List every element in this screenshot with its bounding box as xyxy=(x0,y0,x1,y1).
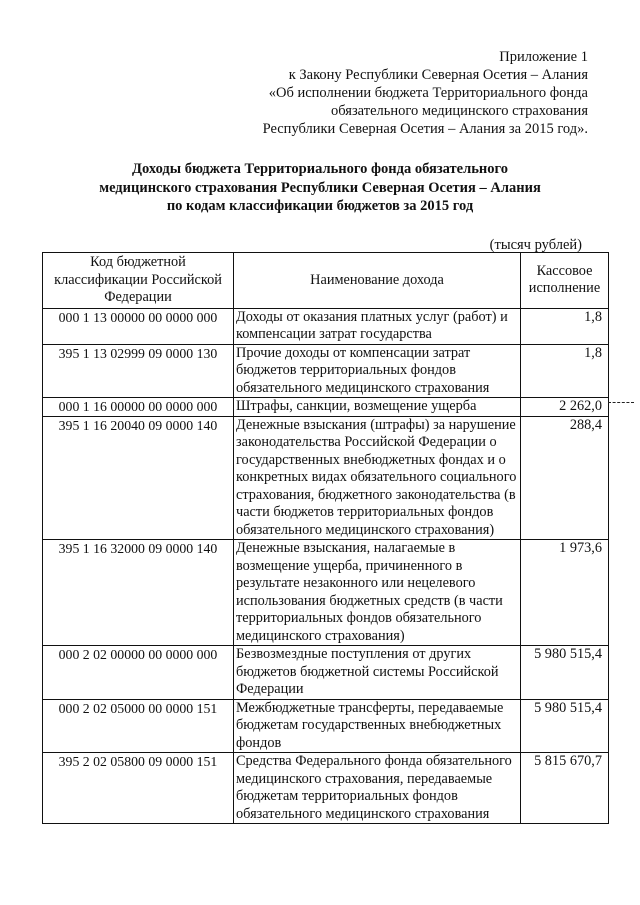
row-name: Штрафы, санкции, возмещение ущерба xyxy=(234,398,521,417)
revenue-table xyxy=(42,252,609,824)
title-line: медицинского страхования Республики Северная Осетия – Алания xyxy=(99,179,541,196)
dashed-line-extension xyxy=(608,402,634,403)
table-row xyxy=(43,308,609,344)
table-row xyxy=(43,344,609,398)
table-row xyxy=(43,540,609,646)
document-title xyxy=(40,160,600,216)
row-code: 395 1 16 32000 09 0000 140 xyxy=(43,540,234,646)
row-name: Прочие доходы от компенсации затрат бюджетов территориальных фондов обязательного медицинского страхования xyxy=(234,344,521,398)
row-name: Средства Федерального фонда обязательного медицинского страхования, передаваемые бюджетам территориальных фондов обязательного медицинского страхования xyxy=(234,753,521,824)
row-name: Межбюджетные трансферты, передаваемые бюджетам государственных внебюджетных фондов xyxy=(234,699,521,753)
row-amount: 288,4 xyxy=(521,416,609,540)
table-row xyxy=(43,416,609,540)
header-amount: Кассовое исполнение xyxy=(521,253,609,309)
row-name: Безвозмездные поступления от других бюджетов бюджетной системы Российской Федерации xyxy=(234,646,521,700)
appendix-line: к Закону Республики Северная Осетия – Алания xyxy=(288,67,588,83)
row-amount: 2 262,0 xyxy=(521,398,609,417)
row-code: 000 2 02 05000 00 0000 151 xyxy=(43,699,234,753)
row-name: Доходы от оказания платных услуг (работ) и компенсации затрат государства xyxy=(234,308,521,344)
title-line: Доходы бюджета Территориального фонда обязательного xyxy=(132,161,508,177)
row-code: 000 1 13 00000 00 0000 000 xyxy=(43,308,234,344)
header-name: Наименование дохода xyxy=(234,253,521,309)
title-line: по кодам классификации бюджетов за 2015 год xyxy=(166,198,474,214)
appendix-line: обязательного медицинского страхования xyxy=(331,103,588,119)
appendix-line: Приложение 1 xyxy=(499,49,588,65)
row-amount: 1 973,6 xyxy=(521,540,609,646)
appendix-line: «Об исполнении бюджета Территориального фонда xyxy=(268,85,588,101)
appendix-line: Республики Северная Осетия – Алания за 2015 год». xyxy=(262,121,588,137)
table-row xyxy=(43,398,609,417)
appendix-header xyxy=(263,48,588,138)
row-name: Денежные взыскания, налагаемые в возмещение ущерба, причиненного в результате незаконного или нецелевого использования бюджетных средств (в части территориальных фондов обязательного медицинского страхования) xyxy=(234,540,521,646)
row-amount: 5 980 515,4 xyxy=(521,699,609,753)
row-code: 395 2 02 05800 09 0000 151 xyxy=(43,753,234,824)
row-amount: 1,8 xyxy=(521,308,609,344)
row-name: Денежные взыскания (штрафы) за нарушение законодательства Российской Федерации о государственных внебюджетных фондах и о конкретных видах обязательного социального страхования, бюджетного законодательства (в части бюджетов территориальных фондов обязательного медицинского страхования) xyxy=(234,416,521,540)
row-amount: 1,8 xyxy=(521,344,609,398)
table-header-row xyxy=(43,253,609,309)
table-row xyxy=(43,646,609,700)
row-code: 395 1 13 02999 09 0000 130 xyxy=(43,344,234,398)
row-amount: 5 980 515,4 xyxy=(521,646,609,700)
header-code: Код бюджетной классификации Российской Федерации xyxy=(43,253,234,309)
table-row xyxy=(43,699,609,753)
table-row xyxy=(43,753,609,824)
units-label: (тысяч рублей) xyxy=(489,237,582,253)
row-code: 000 2 02 00000 00 0000 000 xyxy=(43,646,234,700)
row-amount: 5 815 670,7 xyxy=(521,753,609,824)
row-code: 000 1 16 00000 00 0000 000 xyxy=(43,398,234,417)
row-code: 395 1 16 20040 09 0000 140 xyxy=(43,416,234,540)
